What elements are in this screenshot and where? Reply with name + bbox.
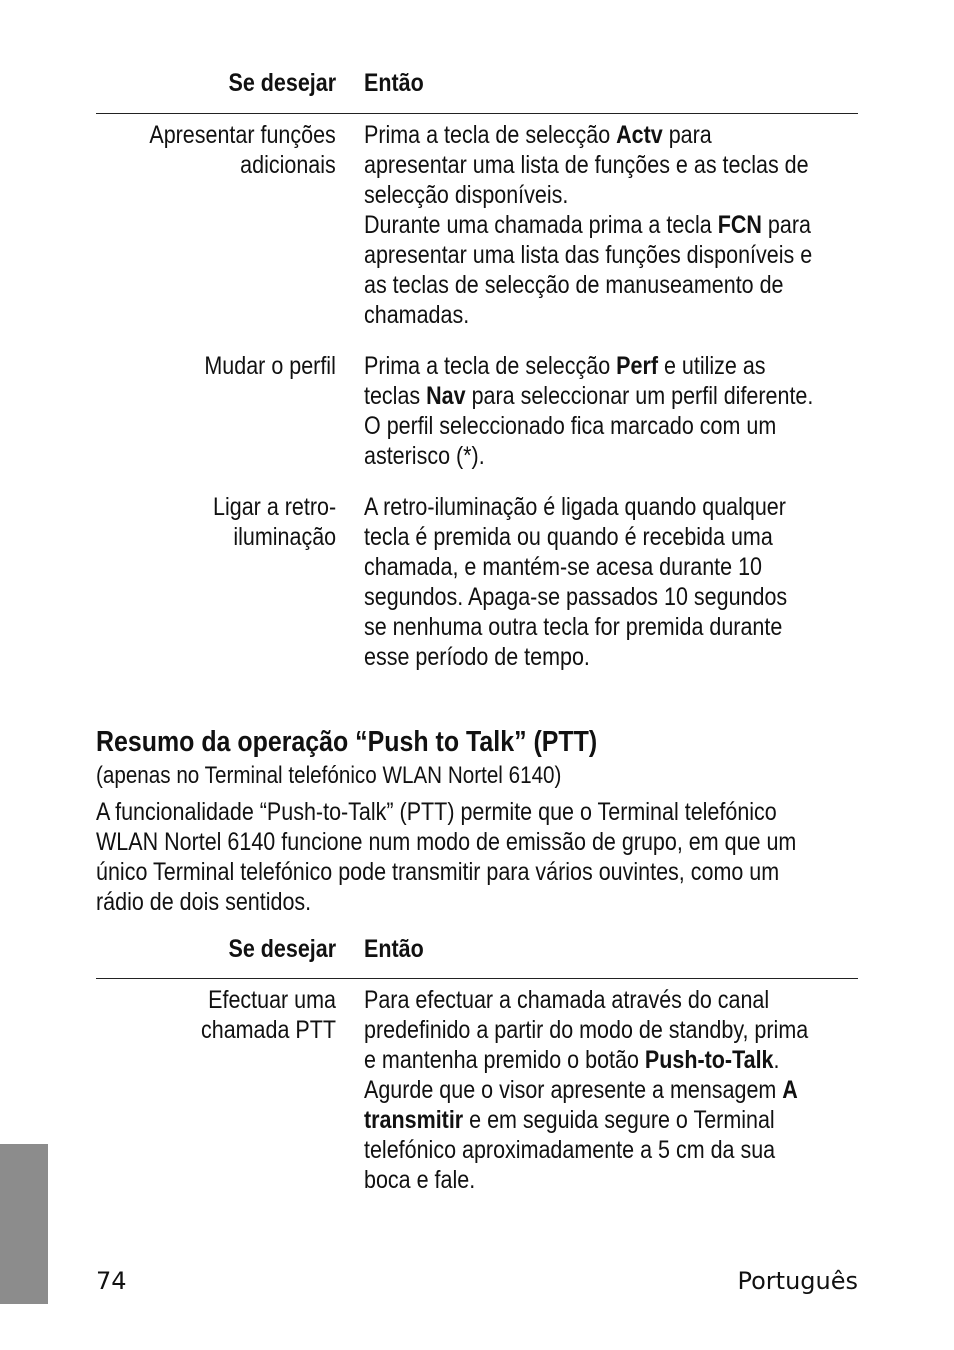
table1-row2-action-line: teclas Nav para seleccionar um perfil diferente. xyxy=(364,382,814,410)
table1-row2-action-line: O perfil seleccionado fica marcado com um xyxy=(364,412,777,440)
table1-row3-condition-line: iluminação xyxy=(233,523,336,551)
table2-header-rule xyxy=(96,978,858,979)
paragraph-line: rádio de dois sentidos. xyxy=(96,888,312,916)
paragraph-line: A funcionalidade “Push-to-Talk” (PTT) permite que o Terminal telefónico xyxy=(96,798,777,826)
table1-row2-action-line: asterisco (*). xyxy=(364,442,485,470)
table1-header-rule xyxy=(96,113,858,114)
chapter-tab-marker xyxy=(0,1144,48,1304)
paragraph-line: WLAN Nortel 6140 funcione num modo de emissão de grupo, em que um xyxy=(96,828,797,856)
table2-row1-action-line: Agurde que o visor apresente a mensagem A xyxy=(364,1076,798,1104)
table1-row1-action-line: Durante uma chamada prima a tecla FCN para xyxy=(364,211,811,239)
table2-row1-action-line: telefónico aproximadamente a 5 cm da sua xyxy=(364,1136,776,1164)
table1-row3-condition xyxy=(213,492,336,552)
table1-row2-condition xyxy=(205,351,336,381)
table1-row3-condition-line: Ligar a retro- xyxy=(212,493,336,521)
table1-row1-action-line: apresentar uma lista de funções e as teclas de xyxy=(364,151,809,179)
table1-row2-action xyxy=(364,351,813,471)
table1-row1-action-line: Prima a tecla de selecção Actv para xyxy=(364,121,712,149)
paragraph-line: único Terminal telefónico pode transmitir para vários ouvintes, como um xyxy=(96,858,780,886)
section-title: Resumo da operação “Push to Talk” (PTT) xyxy=(96,726,598,758)
table2-row1-condition xyxy=(201,985,336,1045)
page-number: 74 xyxy=(96,1267,127,1295)
table1-row1-action xyxy=(364,120,812,330)
table2-row1-action-line: boca e fale. xyxy=(364,1166,476,1194)
table1-row2-condition-line: Mudar o perfil xyxy=(204,352,336,380)
section-paragraph xyxy=(96,797,796,917)
table2-row1-condition-line: Efectuar uma xyxy=(208,986,336,1014)
table2-header-if: Se desejar xyxy=(228,935,336,963)
table1-row3-action-line: A retro-iluminação é ligada quando qualquer xyxy=(364,493,786,521)
table1-row1-action-line: as teclas de selecção de manuseamento de xyxy=(364,271,784,299)
table1-row1-action-line: selecção disponíveis. xyxy=(364,181,569,209)
table1-row1-action-line: chamadas. xyxy=(364,301,470,329)
table2-row1-condition-line: chamada PTT xyxy=(200,1016,336,1044)
table1-row1-action-line: apresentar uma lista das funções disponíveis e xyxy=(364,241,813,269)
table1-row1-condition xyxy=(150,120,336,180)
table1-row1-condition-line: Apresentar funções xyxy=(149,121,336,149)
table2-row1-action xyxy=(364,985,808,1195)
table2-row1-action-line: predefinido a partir do modo de standby, prima xyxy=(364,1016,809,1044)
footer-language: Português xyxy=(737,1267,858,1295)
table2-row1-action-line: e mantenha premido o botão Push-to-Talk. xyxy=(364,1046,780,1074)
table1-row3-action-line: segundos. Apaga-se passados 10 segundos xyxy=(364,583,788,611)
table1-header-then: Então xyxy=(364,69,424,97)
section-subtitle: (apenas no Terminal telefónico WLAN Nortel 6140) xyxy=(96,762,562,789)
table2-row1-action-line: transmitir e em seguida segure o Terminal xyxy=(364,1106,775,1134)
table1-row3-action-line: esse período de tempo. xyxy=(364,643,590,671)
table1-header-if: Se desejar xyxy=(228,69,336,97)
table2-header-then: Então xyxy=(364,935,424,963)
table1-row3-action-line: se nenhuma outra tecla for premida durante xyxy=(364,613,783,641)
table1-row3-action-line: tecla é premida ou quando é recebida uma xyxy=(364,523,773,551)
table1-row3-action-line: chamada, e mantém-se acesa durante 10 xyxy=(364,553,762,581)
table1-row1-condition-line: adicionais xyxy=(240,151,336,179)
table1-row3-action xyxy=(364,492,787,672)
table1-row2-action-line: Prima a tecla de selecção Perf e utilize as xyxy=(364,352,766,380)
table2-row1-action-line: Para efectuar a chamada através do canal xyxy=(364,986,770,1014)
